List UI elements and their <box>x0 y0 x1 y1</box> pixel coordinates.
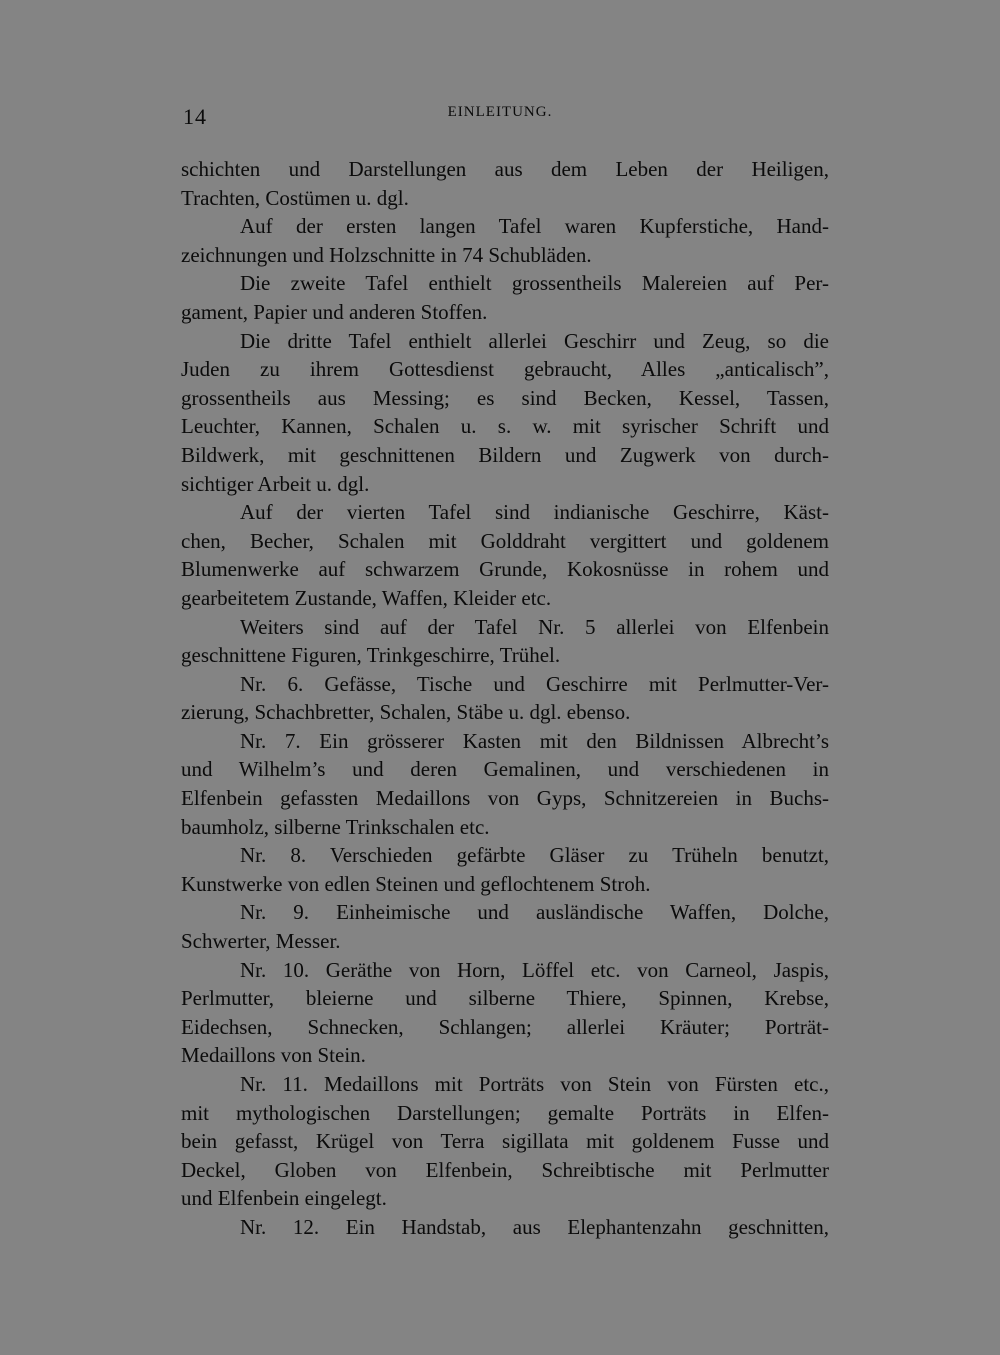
text-line: grossentheils aus Messing; es sind Becken, Kessel, Tassen, <box>181 385 829 410</box>
text-line: Die zweite Tafel enthielt grossentheils Malereien auf Per- <box>240 271 829 296</box>
text-line: chen, Becher, Schalen mit Golddraht vergittert und goldenem <box>181 528 829 553</box>
text-line: Juden zu ihrem Gottesdienst gebraucht, Alles „anticalisch”, <box>181 357 829 382</box>
text-line: Auf der ersten langen Tafel waren Kupferstiche, Hand- <box>240 214 829 239</box>
text-line: sichtiger Arbeit u. dgl. <box>181 471 370 496</box>
text-line: Nr. 7. Ein grösserer Kasten mit den Bildnissen Albrecht’s <box>240 728 829 753</box>
page-number: 14 <box>183 104 207 129</box>
text-line: Auf der vierten Tafel sind indianische Geschirre, Käst- <box>240 500 829 525</box>
text-line: Perlmutter, bleierne und silberne Thiere, Spinnen, Krebse, <box>181 986 829 1011</box>
text-line: Nr. 10. Geräthe von Horn, Löffel etc. von Carneol, Jaspis, <box>240 957 829 982</box>
text-line: geschnittene Figuren, Trinkgeschirre, Trühel. <box>181 643 561 668</box>
text-line: Deckel, Globen von Elfenbein, Schreibtische mit Perlmutter <box>181 1157 829 1182</box>
text-line: Nr. 9. Einheimische und ausländische Waffen, Dolche, <box>240 900 829 925</box>
body-text <box>181 155 829 1242</box>
text-line: Weiters sind auf der Tafel Nr. 5 allerlei von Elfenbein <box>240 614 829 639</box>
text-line: Bildwerk, mit geschnittenen Bildern und Zugwerk von durch- <box>181 442 829 467</box>
text-line: Die dritte Tafel enthielt allerlei Geschirr und Zeug, so die <box>240 328 829 353</box>
text-line: baumholz, silberne Trinkschalen etc. <box>181 814 490 839</box>
text-line: und Wilhelm’s und deren Gemalinen, und verschiedenen in <box>181 757 829 782</box>
running-title: EINLEITUNG. <box>447 104 553 120</box>
text-line: Nr. 8. Verschieden gefärbte Gläser zu Trüheln benutzt, <box>240 843 829 868</box>
text-line: und Elfenbein eingelegt. <box>181 1186 387 1211</box>
text-line: Eidechsen, Schnecken, Schlangen; allerlei Kräuter; Porträt- <box>181 1014 829 1039</box>
text-line: Medaillons von Stein. <box>181 1043 366 1068</box>
text-line: Schwerter, Messer. <box>181 929 341 954</box>
text-line: Kunstwerke von edlen Steinen und geflochtenem Stroh. <box>181 871 651 896</box>
text-line: gament, Papier und anderen Stoffen. <box>181 299 488 324</box>
text-line: Trachten, Costümen u. dgl. <box>181 185 409 210</box>
text-line: Nr. 6. Gefässe, Tische und Geschirre mit Perlmutter-Ver- <box>240 671 829 696</box>
text-line: zierung, Schachbretter, Schalen, Stäbe u. dgl. ebenso. <box>181 700 631 725</box>
text-line: Blumenwerke auf schwarzem Grunde, Kokosnüsse in rohem und <box>181 557 829 582</box>
text-line: mit mythologischen Darstellungen; gemalte Porträts in Elfen- <box>181 1100 829 1125</box>
text-line: Leuchter, Kannen, Schalen u. s. w. mit syrischer Schrift und <box>181 414 829 439</box>
text-line: Nr. 11. Medaillons mit Porträts von Stein von Fürsten etc., <box>240 1072 829 1096</box>
text-line: schichten und Darstellungen aus dem Leben der Heiligen, <box>181 157 829 181</box>
text-line: bein gefasst, Krügel von Terra sigillata mit goldenem Fusse und <box>181 1129 829 1154</box>
text-line: gearbeitetem Zustande, Waffen, Kleider etc. <box>181 585 552 610</box>
text-line: zeichnungen und Holzschnitte in 74 Schubläden. <box>181 242 592 267</box>
text-line: Nr. 12. Ein Handstab, aus Elephantenzahn geschnitten, <box>240 1214 829 1239</box>
text-line: Elfenbein gefassten Medaillons von Gyps, Schnitzereien in Buchs- <box>181 786 829 811</box>
